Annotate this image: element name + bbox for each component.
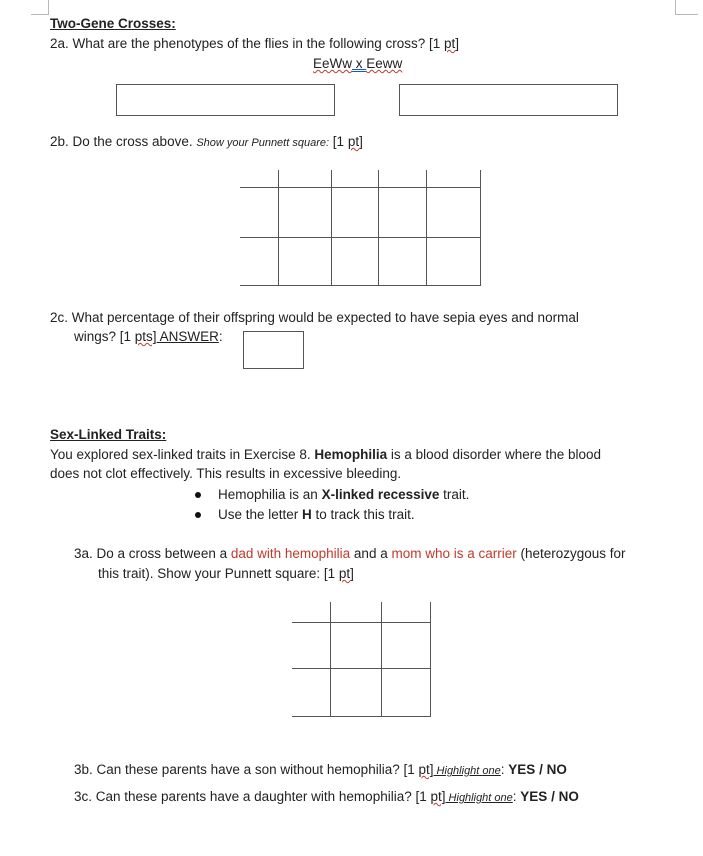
question-3a-line1: 3a. Do a cross between a dad with hemophilia and a mom who is a carrier (heterozygous for xyxy=(74,546,626,561)
question-2c-line1: 2c. What percentage of their offspring would be expected to have sepia eyes and normal xyxy=(50,310,579,325)
sex-linked-heading: Sex-Linked Traits: xyxy=(50,427,167,442)
answer-3b-no[interactable]: NO xyxy=(546,762,567,777)
question-3a-line2: this trait). Show your Punnett square: [1 pt] xyxy=(98,566,354,581)
phenotype-answer-box-2[interactable] xyxy=(399,84,618,116)
question-2a: 2a. What are the phenotypes of the flies in the following cross? [1 pt] xyxy=(50,36,460,51)
page-corner-mark-right xyxy=(675,0,698,15)
two-gene-heading: Two-Gene Crosses: xyxy=(50,16,176,31)
sex-linked-intro-line1: You explored sex-linked traits in Exercise 8. Hemophilia is a blood disorder where the blood xyxy=(50,447,602,462)
cross-right-genotype: Eeww xyxy=(366,56,403,71)
punnett-square-two-gene[interactable] xyxy=(240,170,482,288)
question-2b: 2b. Do the cross above. Show your Punnett square: [1 pt] xyxy=(50,134,363,149)
page-corner-mark-left xyxy=(31,0,49,15)
cross-left-genotype: EeWw xyxy=(313,56,353,71)
question-2c-line2: wings? [1 pts] ANSWER: xyxy=(74,329,223,344)
phenotype-answer-box-1[interactable] xyxy=(116,84,335,116)
answer-2c-box[interactable] xyxy=(243,331,304,369)
answer-3c-yes[interactable]: YES xyxy=(520,789,552,804)
question-3c: 3c. Can these parents have a daughter with hemophilia? [1 pt] Highlight one: YES / NO xyxy=(74,789,579,804)
bullet-item-1: Hemophilia is an X-linked recessive trait. xyxy=(218,487,470,502)
question-3b: 3b. Can these parents have a son without hemophilia? [1 pt] Highlight one: YES / NO xyxy=(74,762,567,777)
bullet-dot-2 xyxy=(195,512,201,518)
answer-3b-yes[interactable]: YES xyxy=(508,762,540,777)
punnett-square-sex-linked[interactable] xyxy=(292,602,432,718)
sex-linked-intro-line2: does not clot effectively. This results in excessive bleeding. xyxy=(50,466,402,481)
cross-genotypes: EeWw x Eeww xyxy=(313,56,403,71)
bullet-dot-1 xyxy=(195,492,201,498)
bullet-item-2: Use the letter H to track this trait. xyxy=(218,507,415,522)
answer-3c-no[interactable]: NO xyxy=(558,789,579,804)
